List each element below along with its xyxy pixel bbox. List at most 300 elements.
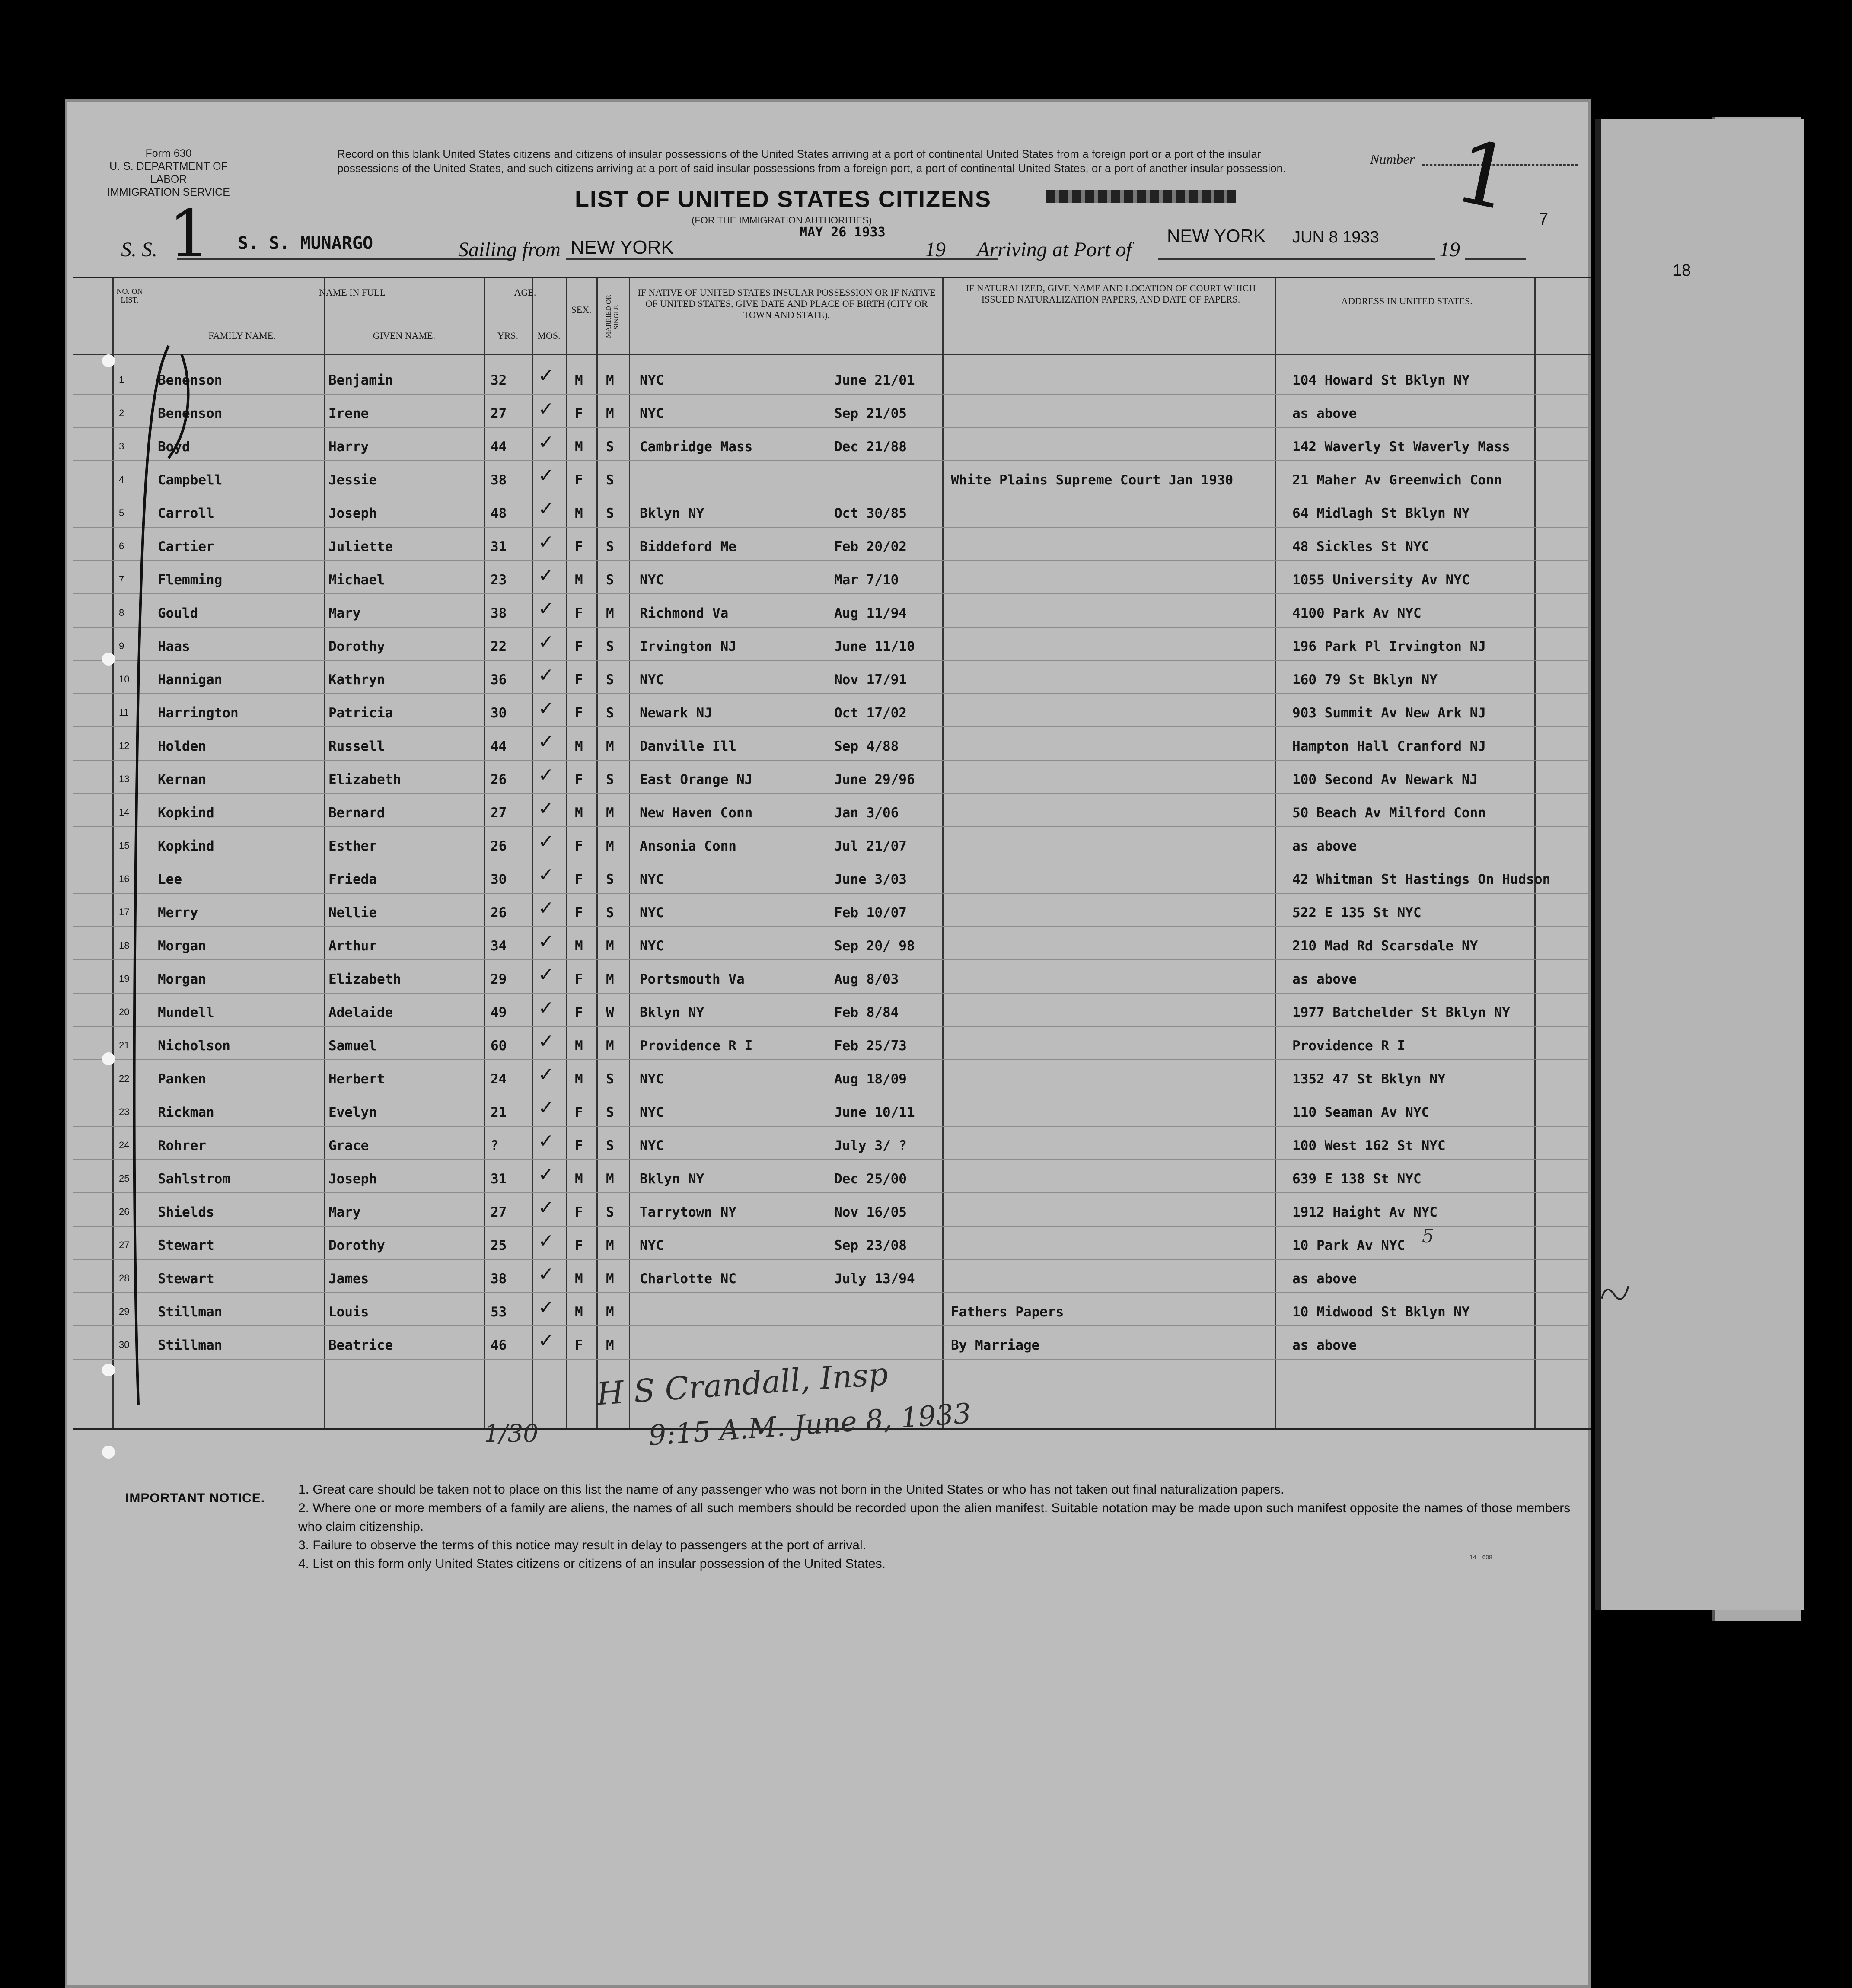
row-number: 14 bbox=[119, 807, 130, 818]
address: 21 Maher Av Greenwich Conn bbox=[1292, 472, 1502, 488]
age-years: 27 bbox=[491, 805, 507, 821]
page-number: 7 bbox=[1539, 210, 1549, 229]
family-name: Rohrer bbox=[158, 1138, 206, 1153]
birth-date: June 10/11 bbox=[834, 1105, 915, 1120]
address: 4100 Park Av NYC bbox=[1292, 605, 1422, 621]
check-mark-icon: ✓ bbox=[538, 365, 554, 387]
row-number: 26 bbox=[119, 1206, 130, 1217]
family-name: Stewart bbox=[158, 1238, 214, 1253]
given-name: Arthur bbox=[328, 938, 377, 954]
marital-status: S bbox=[606, 472, 614, 488]
punch-hole bbox=[102, 354, 115, 367]
adjacent-page bbox=[1595, 119, 1804, 1610]
row-number: 23 bbox=[119, 1106, 130, 1117]
marital-status: S bbox=[606, 1071, 614, 1087]
ss-label: S. S. bbox=[121, 238, 157, 261]
table-row bbox=[73, 860, 1591, 894]
year-label-2: 19 bbox=[1439, 238, 1460, 261]
address: 1977 Batchelder St Bklyn NY bbox=[1292, 1005, 1510, 1020]
row-number: 1 bbox=[119, 374, 124, 385]
col-header-mos: MOS. bbox=[537, 330, 561, 341]
sex: M bbox=[575, 1171, 583, 1187]
col-header-naturalized: IF NATURALIZED, GIVE NAME AND LOCATION OF COURT WHICH ISSUED NATURALIZATION PAPERS, AND DATE OF PAPERS. bbox=[966, 283, 1256, 305]
year-underline bbox=[1465, 258, 1526, 260]
sex: M bbox=[575, 1038, 583, 1054]
row-number: 12 bbox=[119, 740, 130, 751]
check-mark-icon: ✓ bbox=[538, 964, 554, 986]
marital-status: M bbox=[606, 739, 614, 754]
family-name: Morgan bbox=[158, 938, 206, 954]
birth-date: Sep 4/88 bbox=[834, 739, 899, 754]
given-name: Adelaide bbox=[328, 1005, 393, 1020]
address: 196 Park Pl Irvington NJ bbox=[1292, 639, 1486, 654]
birth-place: NYC bbox=[640, 373, 664, 388]
table-row bbox=[73, 760, 1591, 794]
table-row bbox=[73, 394, 1591, 428]
birth-place: Ansonia Conn bbox=[640, 838, 736, 854]
marital-status: S bbox=[606, 672, 614, 688]
table-row bbox=[73, 427, 1591, 461]
age-years: ? bbox=[491, 1138, 499, 1153]
sex: M bbox=[575, 506, 583, 521]
marital-status: S bbox=[606, 1138, 614, 1153]
age-years: 36 bbox=[491, 672, 507, 688]
birth-place: Portsmouth Va bbox=[640, 972, 745, 987]
given-name: Joseph bbox=[328, 1171, 377, 1187]
check-mark-icon: ✓ bbox=[538, 664, 554, 686]
birth-date: July 13/94 bbox=[834, 1271, 915, 1287]
age-years: 49 bbox=[491, 1005, 507, 1020]
age-years: 32 bbox=[491, 373, 507, 388]
marital-status: M bbox=[606, 1238, 614, 1253]
marital-status: W bbox=[606, 1005, 614, 1020]
birth-date: Feb 10/07 bbox=[834, 905, 907, 921]
check-mark-icon: ✓ bbox=[538, 498, 554, 520]
col-header-yrs: YRS. bbox=[497, 330, 519, 341]
table-row bbox=[73, 1259, 1591, 1293]
birth-place: NYC bbox=[640, 1238, 664, 1253]
table-row bbox=[73, 627, 1591, 661]
birth-date: Oct 30/85 bbox=[834, 506, 907, 521]
row-number: 27 bbox=[119, 1239, 130, 1250]
family-name: Stillman bbox=[158, 1304, 223, 1320]
marital-status: M bbox=[606, 1304, 614, 1320]
table-row bbox=[73, 527, 1591, 561]
address: 1912 Haight Av NYC bbox=[1292, 1204, 1438, 1220]
age-years: 44 bbox=[491, 439, 507, 455]
family-name: Haas bbox=[158, 639, 190, 654]
list-number-handwritten: 1 bbox=[1447, 121, 1522, 231]
table-row bbox=[73, 560, 1591, 594]
table-row bbox=[73, 660, 1591, 694]
address: 1055 University Av NYC bbox=[1292, 572, 1470, 588]
given-name: Mary bbox=[328, 605, 361, 621]
birth-date: Aug 11/94 bbox=[834, 605, 907, 621]
check-mark-icon: ✓ bbox=[538, 398, 554, 420]
marital-status: M bbox=[606, 605, 614, 621]
birth-place: New Haven Conn bbox=[640, 805, 753, 821]
birth-date: Nov 17/91 bbox=[834, 672, 907, 688]
col-header-given: GIVEN NAME. bbox=[373, 330, 436, 341]
address: as above bbox=[1292, 1338, 1357, 1353]
row-number: 21 bbox=[119, 1040, 130, 1051]
family-name: Mundell bbox=[158, 1005, 214, 1020]
birth-place: Tarrytown NY bbox=[640, 1204, 736, 1220]
count-annotation: 1/30 bbox=[484, 1420, 539, 1448]
row-number: 30 bbox=[119, 1339, 130, 1350]
table-row bbox=[73, 1292, 1591, 1326]
address: 160 79 St Bklyn NY bbox=[1292, 672, 1438, 688]
row-number: 16 bbox=[119, 873, 130, 884]
given-name: Bernard bbox=[328, 805, 385, 821]
voyage-line bbox=[112, 225, 1534, 264]
given-name: Dorothy bbox=[328, 1238, 385, 1253]
address: as above bbox=[1292, 838, 1357, 854]
check-mark-icon: ✓ bbox=[538, 930, 554, 953]
check-mark-icon: ✓ bbox=[538, 1330, 554, 1352]
family-name: Harrington bbox=[158, 705, 239, 721]
check-mark-icon: ✓ bbox=[538, 864, 554, 886]
sex: F bbox=[575, 539, 583, 554]
number-label: Number bbox=[1370, 151, 1415, 167]
marital-status: S bbox=[606, 539, 614, 554]
table-row bbox=[73, 1026, 1591, 1060]
sex: F bbox=[575, 1005, 583, 1020]
birth-date: Dec 25/00 bbox=[834, 1171, 907, 1187]
age-years: 24 bbox=[491, 1071, 507, 1087]
age-years: 53 bbox=[491, 1304, 507, 1320]
birth-date: Sep 20/ 98 bbox=[834, 938, 915, 954]
page-title: LIST OF UNITED STATES CITIZENS bbox=[575, 186, 991, 212]
marital-status: M bbox=[606, 1338, 614, 1353]
table-row bbox=[73, 593, 1591, 628]
birth-date: Sep 23/08 bbox=[834, 1238, 907, 1253]
marital-status: S bbox=[606, 506, 614, 521]
family-name: Benenson bbox=[158, 373, 223, 388]
family-name: Hannigan bbox=[158, 672, 223, 688]
row-number: 8 bbox=[119, 607, 124, 618]
service-label: IMMIGRATION SERVICE bbox=[107, 186, 230, 198]
birth-place: Bklyn NY bbox=[640, 1171, 704, 1187]
page-subtitle: (FOR THE IMMIGRATION AUTHORITIES) bbox=[692, 215, 872, 226]
row-number: 6 bbox=[119, 541, 124, 551]
birth-date: June 29/96 bbox=[834, 772, 915, 787]
table-row bbox=[73, 1226, 1591, 1260]
age-years: 34 bbox=[491, 938, 507, 954]
given-name: Benjamin bbox=[328, 373, 393, 388]
address: 1352 47 St Bklyn NY bbox=[1292, 1071, 1446, 1087]
family-name: Kernan bbox=[158, 772, 206, 787]
marital-status: S bbox=[606, 772, 614, 787]
family-name: Boyd bbox=[158, 439, 190, 455]
row-number: 17 bbox=[119, 907, 130, 918]
birth-date: Jan 3/06 bbox=[834, 805, 899, 821]
check-mark-icon: ✓ bbox=[538, 1230, 554, 1252]
check-mark-icon: ✓ bbox=[538, 764, 554, 786]
birth-date: Nov 16/05 bbox=[834, 1204, 907, 1220]
sex: M bbox=[575, 373, 583, 388]
col-header-no: NO. ON LIST. bbox=[116, 287, 143, 304]
family-name: Stillman bbox=[158, 1338, 223, 1353]
col-header-married: MARRIED OR SINGLE. bbox=[605, 295, 620, 338]
address: Providence R I bbox=[1292, 1038, 1406, 1054]
age-years: 21 bbox=[491, 1105, 507, 1120]
family-name: Stewart bbox=[158, 1271, 214, 1287]
row-number: 7 bbox=[119, 574, 124, 585]
sex: M bbox=[575, 1071, 583, 1087]
sex: M bbox=[575, 439, 583, 455]
age-years: 31 bbox=[491, 539, 507, 554]
row-number: 20 bbox=[119, 1007, 130, 1017]
sex: F bbox=[575, 1238, 583, 1253]
naturalization: By Marriage bbox=[951, 1338, 1040, 1353]
family-name: Shields bbox=[158, 1204, 214, 1220]
header-bottom-rule bbox=[73, 354, 1591, 355]
marital-status: M bbox=[606, 1271, 614, 1287]
birth-place: NYC bbox=[640, 1138, 664, 1153]
check-mark-icon: ✓ bbox=[538, 731, 554, 753]
age-years: 44 bbox=[491, 739, 507, 754]
birth-place: NYC bbox=[640, 872, 664, 887]
row-number: 11 bbox=[119, 707, 129, 718]
birth-place: Bklyn NY bbox=[640, 506, 704, 521]
row-number: 4 bbox=[119, 474, 124, 485]
punch-hole bbox=[102, 1364, 115, 1376]
check-mark-icon: ✓ bbox=[538, 1163, 554, 1185]
birth-date: Aug 18/09 bbox=[834, 1071, 907, 1087]
arriving-port: NEW YORK bbox=[1167, 226, 1265, 246]
family-name: Rickman bbox=[158, 1105, 214, 1120]
birth-place: NYC bbox=[640, 572, 664, 588]
given-name: Juliette bbox=[328, 539, 393, 554]
address-annotation: 5 bbox=[1422, 1225, 1434, 1247]
marital-status: M bbox=[606, 1171, 614, 1187]
sex: F bbox=[575, 639, 583, 654]
birth-place: Providence R I bbox=[640, 1038, 753, 1054]
address: Hampton Hall Cranford NJ bbox=[1292, 739, 1486, 754]
row-number: 3 bbox=[119, 441, 124, 452]
form-label: Form 630 bbox=[145, 147, 192, 159]
address: 903 Summit Av New Ark NJ bbox=[1292, 705, 1486, 721]
birth-place: NYC bbox=[640, 1071, 664, 1087]
family-name: Kopkind bbox=[158, 838, 214, 854]
given-name: Herbert bbox=[328, 1071, 385, 1087]
birth-place: NYC bbox=[640, 905, 664, 921]
given-name: Irene bbox=[328, 406, 369, 421]
birth-date: Aug 8/03 bbox=[834, 972, 899, 987]
sex: F bbox=[575, 705, 583, 721]
check-mark-icon: ✓ bbox=[538, 564, 554, 586]
table-row bbox=[73, 926, 1591, 960]
address: 522 E 135 St NYC bbox=[1292, 905, 1422, 921]
family-name: Campbell bbox=[158, 472, 223, 488]
address: 100 Second Av Newark NJ bbox=[1292, 772, 1478, 787]
age-years: 22 bbox=[491, 639, 507, 654]
table-row bbox=[73, 959, 1591, 994]
birth-date: June 21/01 bbox=[834, 373, 915, 388]
birth-date: Sep 21/05 bbox=[834, 406, 907, 421]
marital-status: S bbox=[606, 572, 614, 588]
year-label-1: 19 bbox=[925, 238, 946, 261]
sex: F bbox=[575, 472, 583, 488]
birth-place: NYC bbox=[640, 406, 664, 421]
check-mark-icon: ✓ bbox=[538, 698, 554, 720]
row-number: 2 bbox=[119, 408, 124, 418]
birth-place: Bklyn NY bbox=[640, 1005, 704, 1020]
age-years: 60 bbox=[491, 1038, 507, 1054]
given-name: Dorothy bbox=[328, 639, 385, 654]
birth-date: Feb 20/02 bbox=[834, 539, 907, 554]
marital-status: M bbox=[606, 373, 614, 388]
side-page-number: 18 bbox=[1673, 261, 1691, 280]
address: 110 Seaman Av NYC bbox=[1292, 1105, 1430, 1120]
family-name: Gould bbox=[158, 605, 198, 621]
family-name: Sahlstrom bbox=[158, 1171, 230, 1187]
col-header-birth: IF NATIVE OF UNITED STATES INSULAR POSSESSION OR IF NATIVE OF UNITED STATES, GIVE DATE AND PLACE OF BIRTH (CITY OR TOWN AND STATE). bbox=[638, 287, 936, 320]
given-name: Louis bbox=[328, 1304, 369, 1320]
family-name: Morgan bbox=[158, 972, 206, 987]
address: 42 Whitman St Hastings On Hudson bbox=[1292, 872, 1551, 887]
check-mark-icon: ✓ bbox=[538, 831, 554, 853]
row-number: 25 bbox=[119, 1173, 130, 1184]
department-label: U. S. DEPARTMENT OF LABOR bbox=[109, 160, 228, 185]
marital-status: S bbox=[606, 1105, 614, 1120]
given-name: Esther bbox=[328, 838, 377, 854]
birth-place: NYC bbox=[640, 1105, 664, 1120]
age-years: 26 bbox=[491, 838, 507, 854]
check-mark-icon: ✓ bbox=[538, 1297, 554, 1319]
age-years: 30 bbox=[491, 872, 507, 887]
form-id-block bbox=[91, 147, 246, 199]
age-years: 26 bbox=[491, 772, 507, 787]
col-header-sex: SEX. bbox=[571, 304, 592, 315]
age-years: 38 bbox=[491, 472, 507, 488]
given-name: Mary bbox=[328, 1204, 361, 1220]
address: 48 Sickles St NYC bbox=[1292, 539, 1430, 554]
age-years: 25 bbox=[491, 1238, 507, 1253]
birth-date: Feb 8/84 bbox=[834, 1005, 899, 1020]
sex: F bbox=[575, 972, 583, 987]
inspector-signature: H S Crandall, Insp bbox=[595, 1355, 889, 1412]
address: 104 Howard St Bklyn NY bbox=[1292, 373, 1470, 388]
address: 210 Mad Rd Scarsdale NY bbox=[1292, 938, 1478, 954]
form-code: 14—608 bbox=[1469, 1554, 1492, 1561]
sex: F bbox=[575, 1204, 583, 1220]
table-row bbox=[73, 1325, 1591, 1360]
marital-status: S bbox=[606, 872, 614, 887]
marital-status: M bbox=[606, 972, 614, 987]
struck-out-text bbox=[1046, 190, 1236, 203]
row-number: 5 bbox=[119, 507, 124, 518]
sex: F bbox=[575, 872, 583, 887]
given-name: Jessie bbox=[328, 472, 377, 488]
row-number: 22 bbox=[119, 1073, 130, 1084]
passenger-table bbox=[73, 277, 1591, 1430]
family-name: Cartier bbox=[158, 539, 214, 554]
given-name: Nellie bbox=[328, 905, 377, 921]
notice-item: 2. Where one or more members of a family are aliens, the names of all such members should be recorded upon the alien manifest. Suitable notation may be made upon such manifest opposite the names of those members who claim citizenship. bbox=[298, 1501, 1571, 1534]
given-name: Elizabeth bbox=[328, 972, 401, 987]
sailing-label: Sailing from bbox=[458, 238, 561, 261]
ss-handwritten-number: 1 bbox=[169, 197, 210, 272]
sex: M bbox=[575, 1304, 583, 1320]
sex: F bbox=[575, 605, 583, 621]
row-number: 15 bbox=[119, 840, 130, 851]
check-mark-icon: ✓ bbox=[538, 1197, 554, 1219]
birth-date: Oct 17/02 bbox=[834, 705, 907, 721]
address: 100 West 162 St NYC bbox=[1292, 1138, 1446, 1153]
given-name: Joseph bbox=[328, 506, 377, 521]
side-handwriting bbox=[1597, 1277, 1635, 1312]
marital-status: S bbox=[606, 1204, 614, 1220]
arriving-underline bbox=[1158, 258, 1435, 260]
birth-place: Irvington NJ bbox=[640, 639, 736, 654]
table-row bbox=[73, 993, 1591, 1027]
marital-status: S bbox=[606, 705, 614, 721]
age-years: 46 bbox=[491, 1338, 507, 1353]
sex: M bbox=[575, 572, 583, 588]
check-mark-icon: ✓ bbox=[538, 1030, 554, 1052]
table-row bbox=[73, 1093, 1591, 1127]
row-number: 19 bbox=[119, 973, 130, 984]
marital-status: M bbox=[606, 938, 614, 954]
table-row bbox=[73, 1192, 1591, 1227]
given-name: Frieda bbox=[328, 872, 377, 887]
marital-status: S bbox=[606, 639, 614, 654]
table-row bbox=[73, 460, 1591, 494]
notice-label: IMPORTANT NOTICE. bbox=[125, 1491, 265, 1505]
check-mark-icon: ✓ bbox=[538, 465, 554, 487]
address: 64 Midlagh St Bklyn NY bbox=[1292, 506, 1470, 521]
sailing-port: NEW YORK bbox=[571, 237, 674, 258]
punch-hole bbox=[102, 1052, 115, 1065]
marital-status: M bbox=[606, 838, 614, 854]
punch-hole bbox=[102, 1446, 115, 1459]
given-name: Kathryn bbox=[328, 672, 385, 688]
birth-date: June 3/03 bbox=[834, 872, 907, 887]
sex: F bbox=[575, 905, 583, 921]
col-header-age: AGE. bbox=[514, 287, 536, 298]
address: 639 E 138 St NYC bbox=[1292, 1171, 1422, 1187]
check-mark-icon: ✓ bbox=[538, 431, 554, 453]
scribble-icon bbox=[1597, 1277, 1635, 1308]
family-name: Carroll bbox=[158, 506, 214, 521]
check-mark-icon: ✓ bbox=[538, 997, 554, 1019]
age-years: 27 bbox=[491, 406, 507, 421]
birth-date: Mar 7/10 bbox=[834, 572, 899, 588]
birth-place: Biddeford Me bbox=[640, 539, 736, 554]
sex: F bbox=[575, 406, 583, 421]
family-name: Holden bbox=[158, 739, 206, 754]
table-row bbox=[73, 893, 1591, 927]
age-years: 38 bbox=[491, 605, 507, 621]
family-name: Nicholson bbox=[158, 1038, 230, 1054]
table-row bbox=[73, 360, 1591, 395]
marital-status: M bbox=[606, 805, 614, 821]
given-name: Elizabeth bbox=[328, 772, 401, 787]
age-years: 30 bbox=[491, 705, 507, 721]
row-number: 24 bbox=[119, 1140, 130, 1150]
birth-date: Dec 21/88 bbox=[834, 439, 907, 455]
family-name: Panken bbox=[158, 1071, 206, 1087]
family-name: Benenson bbox=[158, 406, 223, 421]
address: as above bbox=[1292, 972, 1357, 987]
birth-place: Newark NJ bbox=[640, 705, 712, 721]
punch-hole bbox=[102, 653, 115, 666]
sex: F bbox=[575, 1105, 583, 1120]
birth-place: Richmond Va bbox=[640, 605, 729, 621]
col-header-name: NAME IN FULL bbox=[319, 287, 386, 298]
